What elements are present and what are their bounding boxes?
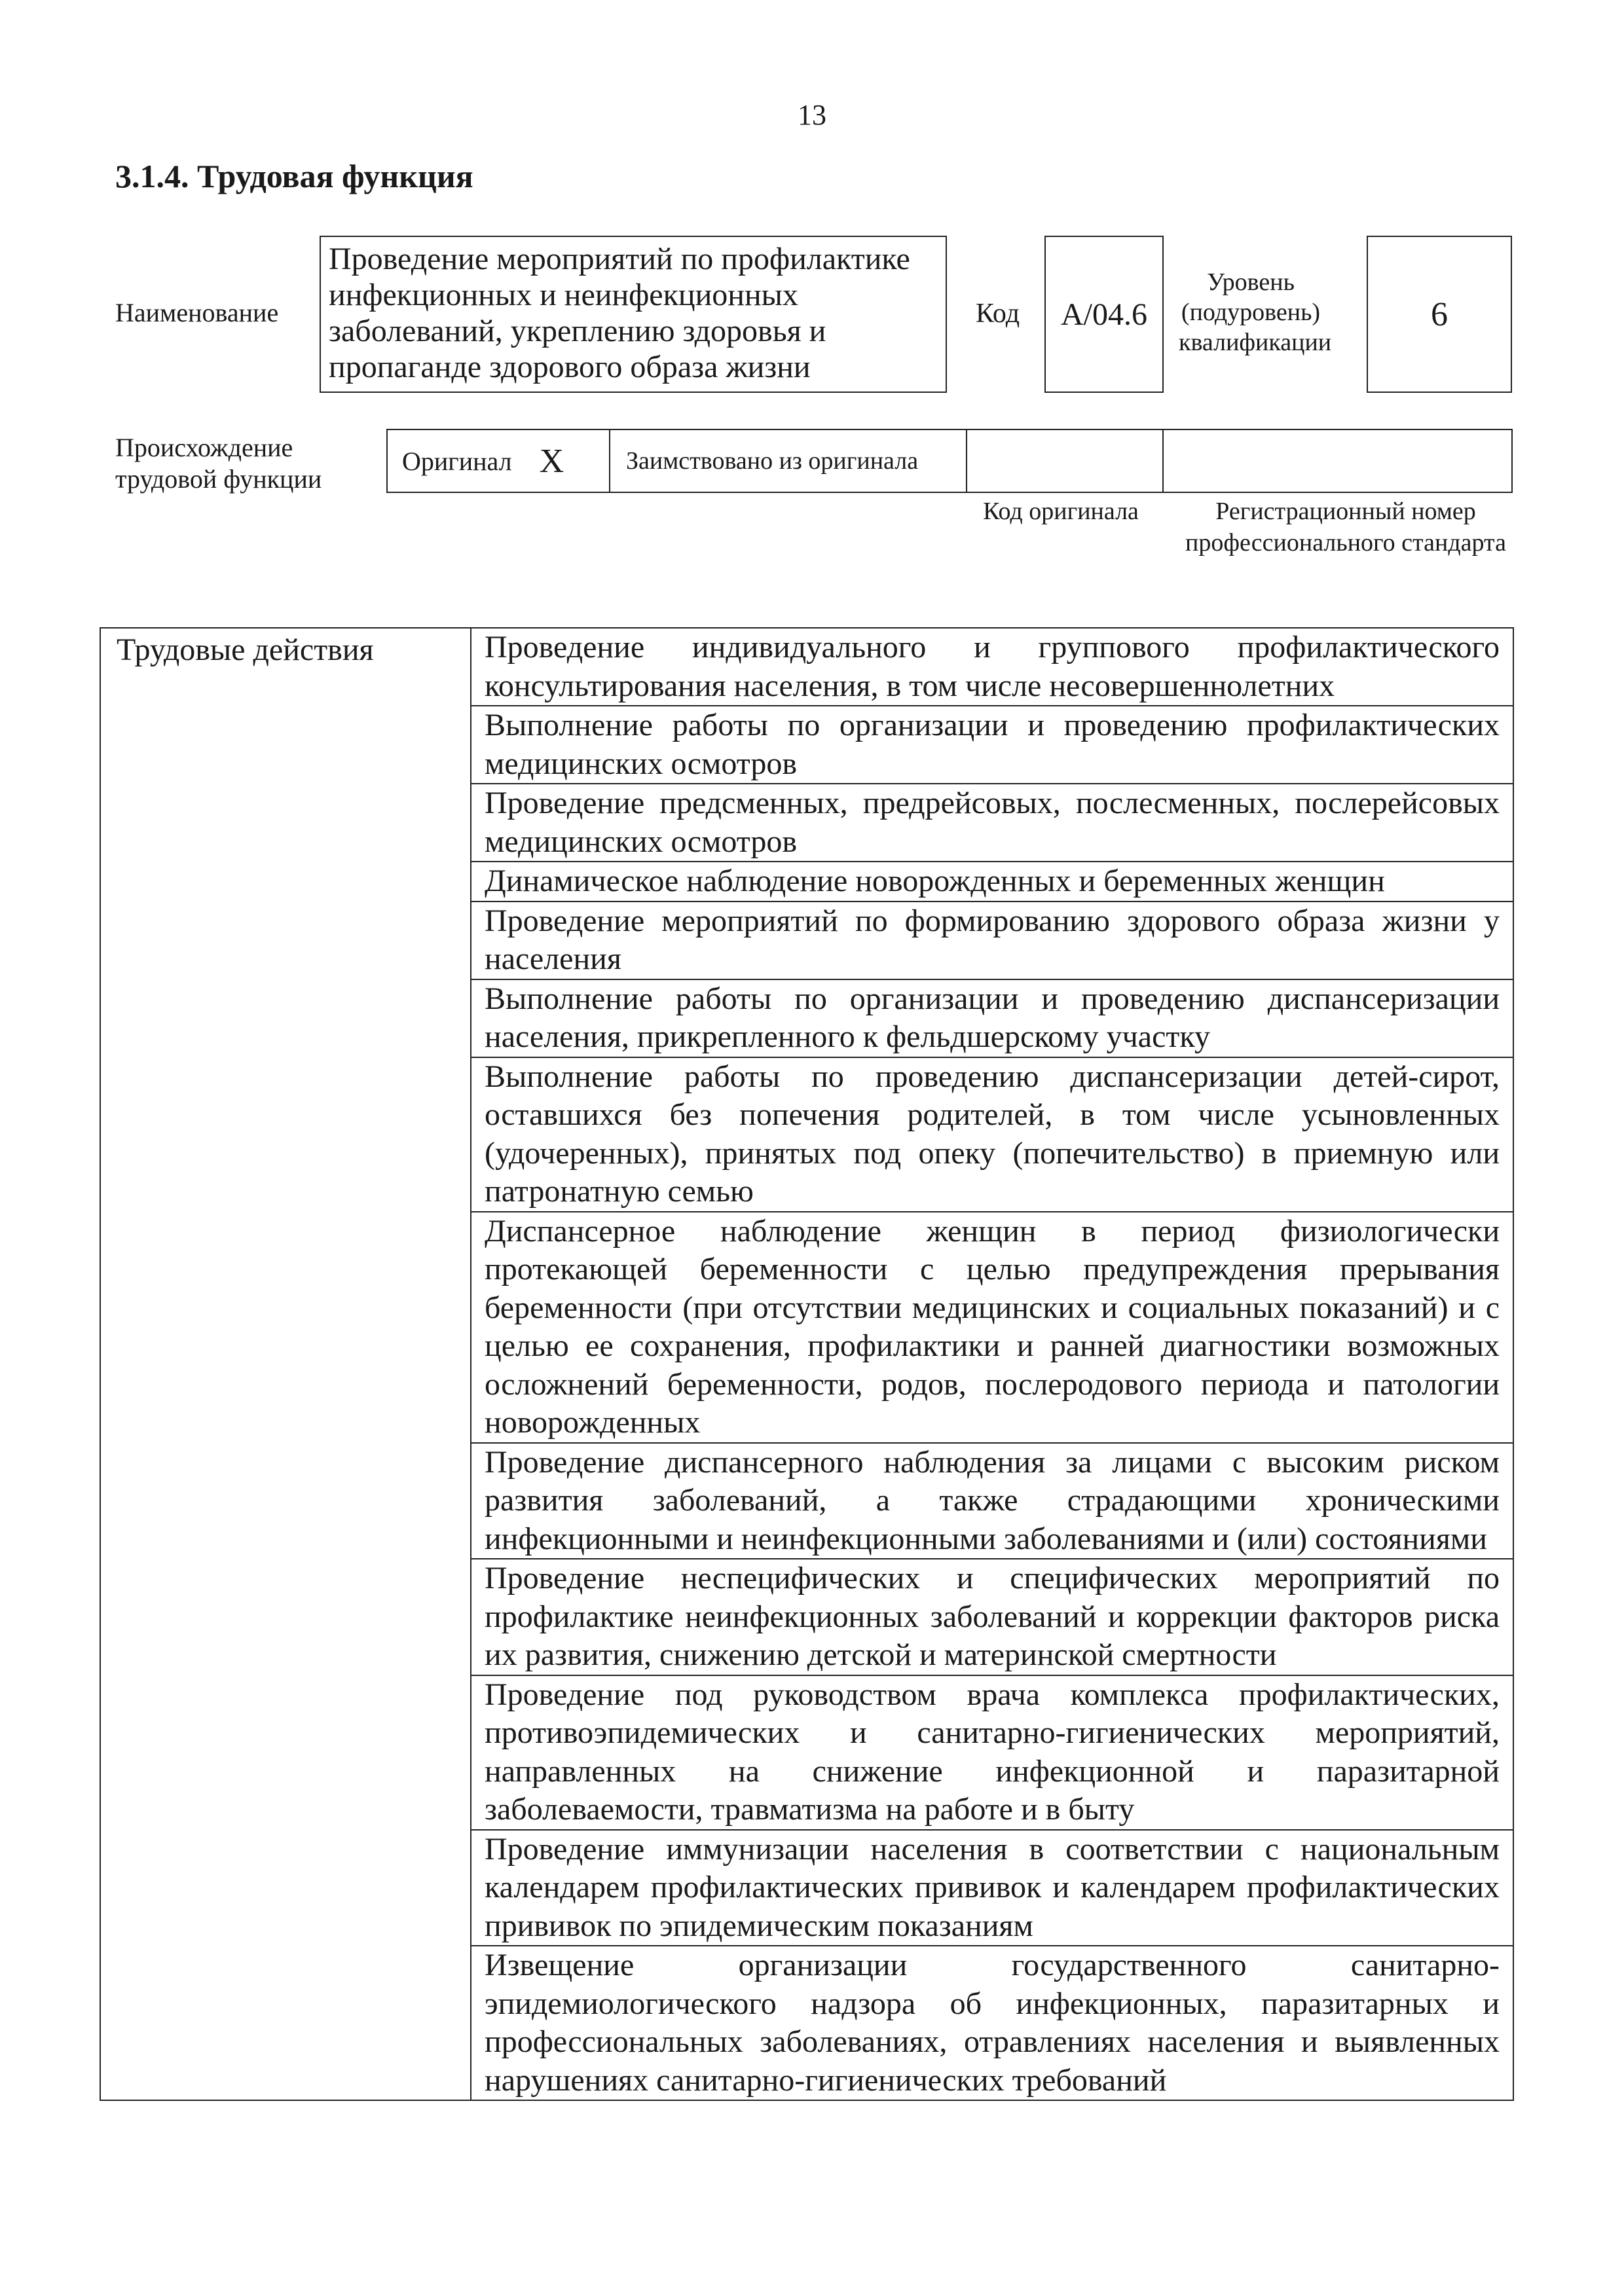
labor-action-item: Диспансерное наблюдение женщин в период физиологически протекающей беременности с целью предупреждения прерывания беременности (при отсутствии медицинских и социальных показаний) и с целью ее сохранения, профилактики и ранней диагностики возможных осложнений беременности, родов, послеродового периода и патологии новорожденных [471,1212,1513,1443]
labor-action-item: Выполнение работы по проведению диспансеризации детей-сирот, оставшихся без попечения родителей, в том числе усыновленных (удочеренных), принятых под опеку (попечительство) в приемную или патронатную семью [471,1057,1513,1212]
table-row [100,628,1513,706]
level-value: 6 [1367,236,1512,393]
origin-code-cell [967,430,1164,492]
name-value: Проведение мероприятий по профилактике инфекционных и неинфекционных заболеваний, укреплению здоровья и пропаганде здорового образа жизни [320,236,947,393]
labor-action-item: Проведение предсменных, предрейсовых, послесменных, послерейсовых медицинских осмотров [471,784,1513,862]
level-label: Уровень (подуровень) квалификации [1179,268,1332,356]
code-value: А/04.6 [1044,236,1164,393]
name-label: Наименование [115,298,279,327]
origin-label: Происхождение трудовой функции [115,433,322,494]
labor-action-item: Проведение под руководством врача комплекса профилактических, противоэпидемических и санитарно-гигиенических мероприятий, направленных на снижение инфекционной и паразитарной заболеваемости, травматизма на работе и в быту [471,1675,1513,1830]
labor-actions-table [100,627,1514,2101]
code-original-caption: Код оригинала [983,498,1139,525]
labor-actions-label: Трудовые действия [100,628,471,2100]
labor-action-item: Проведение иммунизации населения в соответствии с национальным календарем профилактических прививок и календарем профилактических прививок по эпидемическим показаниям [471,1830,1513,1946]
labor-action-item: Проведение неспецифических и специфических мероприятий по профилактике неинфекционных заболеваний и коррекции факторов риска их развития, снижению детской и материнской смертности [471,1559,1513,1675]
code-label: Код [976,299,1020,329]
page-number: 13 [798,99,826,131]
labor-action-item: Проведение мероприятий по формированию здорового образа жизни у населения [471,902,1513,979]
reg-number-caption: Регистрационный номер профессионального стандарта [1185,498,1506,556]
labor-action-item: Извещение организации государственного санитарно-эпидемиологического надзора об инфекционных, паразитарных и профессиональных заболеваниях, отравлениях населения и выявленных нарушениях санитарно-гигиенических требований [471,1946,1513,2100]
borrowed-label: Заимствовано из оригинала [626,447,919,475]
origin-borrowed-cell [610,430,967,492]
original-label: Оригинал [402,446,512,476]
labor-action-item: Выполнение работы по организации и проведению профилактических медицинских осмотров [471,706,1513,784]
origin-original-cell [388,430,610,492]
origin-row [386,429,1513,493]
labor-action-item: Динамическое наблюдение новорожденных и беременных женщин [471,862,1513,902]
labor-action-item: Выполнение работы по организации и проведению диспансеризации населения, прикрепленного к фельдшерскому участку [471,979,1513,1057]
origin-reg-cell [1164,430,1511,492]
section-title: 3.1.4. Трудовая функция [115,158,473,194]
labor-action-item: Проведение индивидуального и группового профилактического консультирования населения, в том числе несовершеннолетних [471,628,1513,706]
original-mark: Х [539,442,564,480]
labor-action-item: Проведение диспансерного наблюдения за лицами с высоким риском развития заболеваний, а также страдающими хроническими инфекционными и неинфекционными заболеваниями и (или) состояниями [471,1443,1513,1559]
